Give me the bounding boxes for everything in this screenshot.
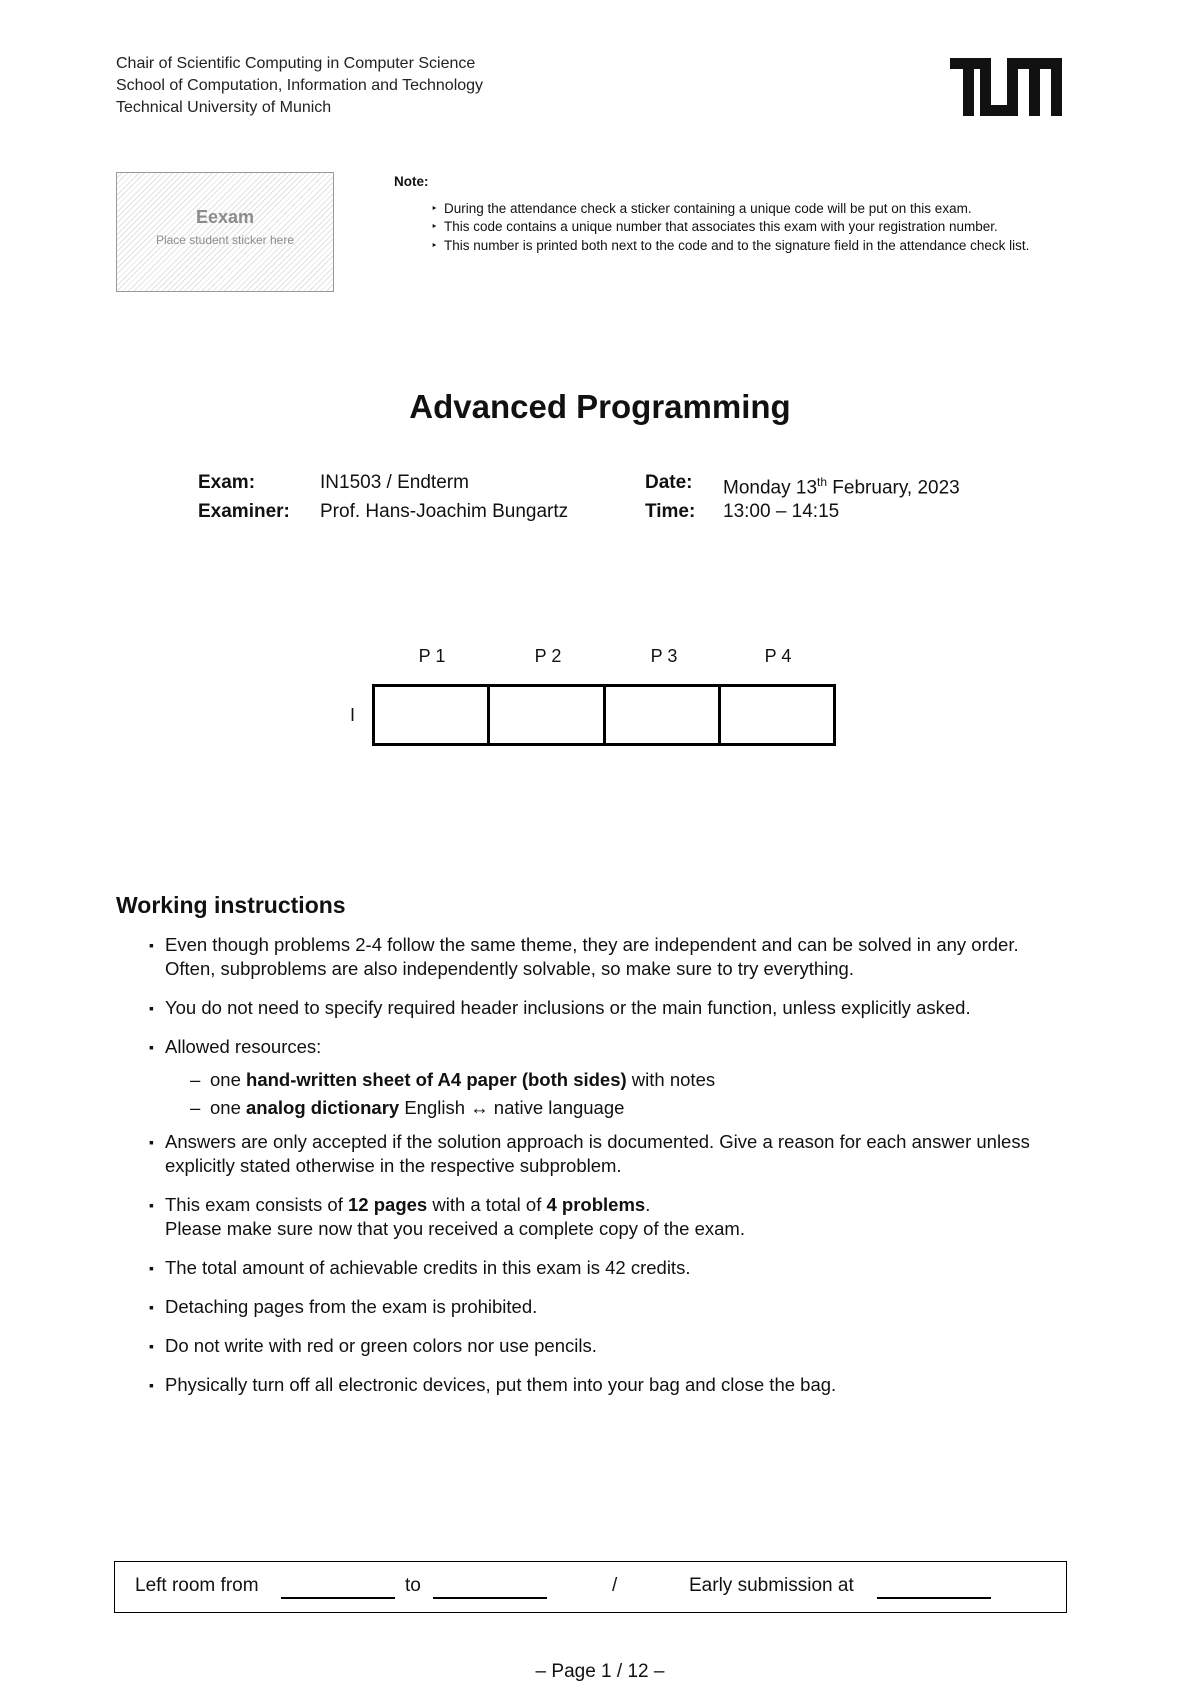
- left-room-to-field[interactable]: [433, 1597, 547, 1599]
- time-value: 13:00 – 14:15: [723, 501, 840, 522]
- score-cell-p3: [606, 687, 721, 743]
- instruction-item: ▪ The total amount of achievable credits in this exam is 42 credits.: [116, 1256, 1074, 1280]
- instructions-list: [116, 933, 1074, 1412]
- attendance-note: [394, 173, 1066, 255]
- grading-row-label: I: [350, 705, 356, 725]
- page-number: – Page 1 / 12 –: [535, 1661, 665, 1682]
- to-label: to: [405, 1575, 421, 1596]
- exam-label: Exam:: [198, 472, 256, 493]
- early-submission-field[interactable]: [877, 1597, 991, 1599]
- score-cell-p4: [721, 687, 833, 743]
- instruction-item: ▪ You do not need to specify required header inclusions or the main function, unless explicitly asked.: [116, 996, 1074, 1020]
- date-value: Monday 13th February, 2023: [723, 475, 960, 499]
- instructions-heading: Working instructions: [116, 892, 346, 918]
- note-item: ‣ This number is printed both next to the code and to the signature field in the attendance check list.: [394, 237, 1066, 256]
- institution-header: [116, 53, 483, 119]
- instruction-item: ▪ Detaching pages from the exam is prohibited.: [116, 1295, 1074, 1319]
- header-line-chair: Chair of Scientific Computing in Computer Science: [116, 55, 476, 72]
- instruction-item: ▪ Do not write with red or green colors nor use pencils.: [116, 1334, 1074, 1358]
- instruction-subitem: – one analog dictionary English ↔ native language: [116, 1096, 1074, 1120]
- early-submission-label: Early submission at: [689, 1575, 854, 1596]
- note-list: [394, 200, 1066, 256]
- note-item: ‣ During the attendance check a sticker containing a unique code will be put on this exam.: [394, 200, 1066, 219]
- score-cell-p1: [375, 687, 490, 743]
- grading-table: [372, 684, 836, 746]
- date-label: Date:: [645, 472, 693, 493]
- instruction-item: ▪ Physically turn off all electronic devices, put them into your bag and close the bag.: [116, 1373, 1074, 1397]
- left-room-from-field[interactable]: [281, 1597, 395, 1599]
- examiner-label: Examiner:: [198, 501, 290, 522]
- note-title: Note:: [394, 174, 429, 189]
- tum-logo: [950, 58, 1062, 116]
- instruction-item: ▪ Even though problems 2-4 follow the same theme, they are independent and can be solved in any order. Often, subproblems are also independently solvable, so make sure to try everything.: [116, 933, 1074, 981]
- header-line-school: School of Computation, Information and Technology: [116, 77, 484, 94]
- problem-label-p1: P 1: [418, 646, 446, 666]
- instruction-subitem: – one hand-written sheet of A4 paper (both sides) with notes: [116, 1068, 1074, 1092]
- problem-label-p2: P 2: [534, 646, 562, 666]
- separator-slash: /: [612, 1575, 618, 1596]
- leave-room-box: [114, 1561, 1067, 1613]
- left-room-label: Left room from: [135, 1575, 259, 1596]
- time-label: Time:: [645, 501, 696, 522]
- problem-label-p3: P 3: [650, 646, 678, 666]
- exam-value: IN1503 / Endterm: [320, 472, 469, 493]
- header-line-university: Technical University of Munich: [116, 99, 332, 116]
- instruction-item: ▪ Answers are only accepted if the solution approach is documented. Give a reason for each answer unless explicitly stated otherwise in the respective subproblem.: [116, 1130, 1074, 1178]
- problem-label-p4: P 4: [764, 646, 792, 666]
- instruction-item: ▪ This exam consists of 12 pages with a total of 4 problems. Please make sure now that you received a complete copy of the exam.: [116, 1193, 1074, 1241]
- instruction-item: ▪ Allowed resources:: [116, 1035, 1074, 1059]
- note-item: ‣ This code contains a unique number that associates this exam with your registration number.: [394, 218, 1066, 237]
- score-cell-p2: [490, 687, 605, 743]
- exam-title: Advanced Programming: [409, 388, 791, 425]
- student-sticker-area: [116, 172, 334, 292]
- examiner-value: Prof. Hans-Joachim Bungartz: [320, 501, 569, 522]
- sticker-title: Eexam: [195, 207, 255, 227]
- sticker-subtitle: Place student sticker here: [155, 233, 295, 247]
